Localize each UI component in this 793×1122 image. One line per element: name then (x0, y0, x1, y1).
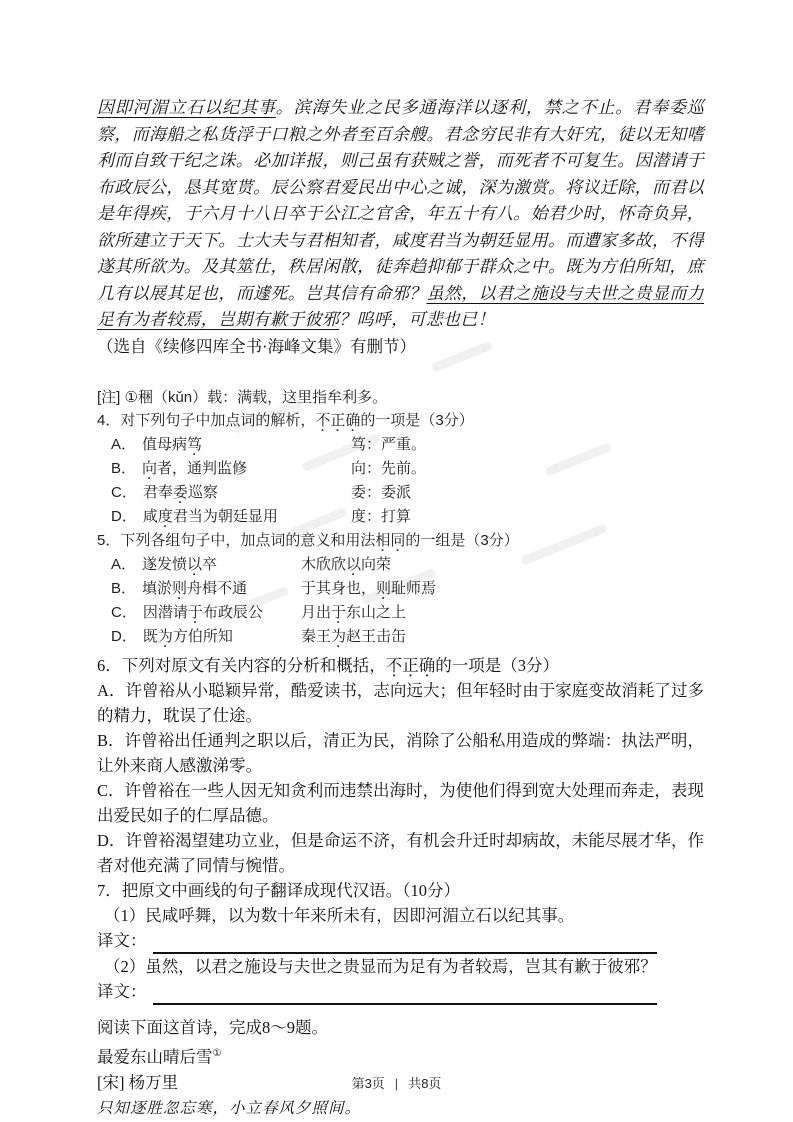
q5-option (97, 625, 704, 649)
question-4-stem: 4．对下列句子中加点词的解析，不正确的一项是（3分） (97, 409, 704, 433)
option-label: B． (111, 579, 137, 597)
passage-segment: 。滨海失业之民多通海洋以逐利，禁之不止。君奉委巡察，而海船之私货浮于口粮之外者至百余艘。君念穷民非有大奸宄，徒以无知嗜利而自致干纪之诛。必加详报，则己虽有获贼之誉，而死者不可复生。因潜请于布政辰公，恳其宽贳。辰公察君爱民出中心之诚，深为激赏。将议迁除，而君以是年得疾，于六月十八日卒于公江之官舍，年五十有八。始君少时，怀奇负异，欲所建立于天下。士大夫与君相知者，咸度君当为朝廷显用。而遭家多故，不得遂其所欲为。及其筮仕，秩居闲散，徒奔趋抑郁于群众之中。既为方伯所知，庶几有以展其足也，而遽死。岂其信有命邪？ (97, 98, 705, 303)
question-7 (97, 878, 704, 1005)
translation-label: 译文： (97, 930, 147, 950)
emphasis-dot-char: 向 (142, 459, 158, 477)
question-5-stem: 5．下列各组句子中，加点词的意义和用法相同的一组是（3分） (97, 529, 704, 553)
exam-page-content (97, 95, 704, 1122)
option-gloss: 委：委派 (351, 483, 412, 501)
option-phrase: 君奉委巡察 (143, 484, 218, 501)
option-label: C． (111, 603, 137, 621)
translation-answer-row (97, 928, 657, 954)
option-phrase: 咸度君当为朝廷显用 (143, 508, 278, 525)
emphasis-dot-char: 以 (187, 555, 203, 573)
footer-total-pages: 共8页 (408, 1076, 442, 1091)
page-footer (0, 1073, 793, 1092)
poem-title-note-marker: ① (212, 1047, 222, 1059)
q5-option (97, 601, 704, 625)
emphasis-dot-char: 正 (330, 411, 346, 429)
emphasis-dot-char: 为 (331, 627, 347, 645)
passage-text (97, 98, 704, 329)
q4-option (97, 433, 704, 457)
option-phrase: 向者，通判监修 (142, 460, 247, 477)
option-right-phrase: 于其身也，则耻师焉 (301, 577, 436, 601)
option-label: A． (111, 555, 137, 573)
emphasis-dot-char: 则 (376, 579, 392, 597)
poem-author: [宋] 杨万里 (97, 1073, 179, 1092)
emphasis-dot-char: 则 (172, 579, 188, 597)
emphasis-dot-char: 确 (345, 411, 361, 429)
option-gloss: 笃：严重。 (351, 435, 427, 453)
option-right-phrase: 秦王为赵王击缶 (301, 625, 406, 649)
passage-underlined-segment: 虽然，以君之施设与夫世之贵显而力足有为者较焉，岂期有歉于彼邪 (97, 283, 704, 329)
option-phrase: 值母病笃 (142, 436, 202, 453)
emphasis-dot-char: 度 (157, 507, 173, 525)
option-left-phrase: 既为方伯所知 (143, 628, 233, 645)
emphasis-dot-char: 不 (385, 655, 403, 675)
option-gloss: 向：先前。 (351, 459, 427, 477)
question-6-stem: 6．下列对原文有关内容的分析和概括，不正确的一项是（3分） (97, 653, 704, 678)
classical-passage (97, 95, 704, 334)
option-label: B． (111, 459, 137, 477)
option-left-phrase: 因潜请于布政辰公 (143, 604, 263, 621)
poem-line: 只知逐胜忽忘寒，小立春风夕照间。 (97, 1100, 362, 1117)
question-7-items (97, 903, 704, 1005)
q7-sentence: （1）民咸呼舞，以为数十年来所未有，因即河湄立石以纪其事。 (104, 905, 575, 925)
translation-answer-row (97, 979, 657, 1005)
passage-source: （选自《续修四库全书·海峰文集》有删节） (97, 336, 416, 356)
footer-page-number: 第3页 (351, 1076, 385, 1091)
emphasis-dot-char: 以 (346, 555, 362, 573)
question-7-stem: 7．把原文中画线的句子翻译成现代汉语。（10分） (97, 880, 460, 900)
option-right-phrase: 月出于东山之上 (301, 601, 406, 625)
q6-option: D．许曾裕渴望建功立业，但是命运不济，有机会升迁时却病故，未能尽展才华，作者对他充满了同情与惋惜。 (97, 830, 704, 875)
passage-underlined-segment: 因即河湄立石以纪其事 (97, 98, 276, 117)
answer-blank-line (153, 932, 658, 954)
question-5-options (97, 553, 704, 649)
emphasis-dot-char: 委 (172, 483, 188, 501)
option-label: A． (111, 435, 137, 453)
emphasis-dot-char: 为 (157, 627, 173, 645)
passage-note: [注] ①稇（kǔn）载：满载，这里指牟利多。 (97, 388, 388, 406)
question-4-options (97, 433, 704, 529)
passage-segment: ？呜呼，可悲也已！ (339, 310, 495, 329)
q6-option: C．许曾裕在一些人因无知贪利而违禁出海时，为使他们得到宽大处理而奔走，表现出爱民如子的仁厚品德。 (97, 780, 704, 825)
emphasis-dot-char: 正 (402, 655, 419, 675)
q5-option (97, 553, 704, 577)
q4-option (97, 505, 704, 529)
option-right-phrase: 木欣欣以向荣 (301, 553, 391, 577)
translation-label: 译文： (97, 981, 147, 1001)
emphasis-dot-char: 于 (331, 603, 347, 621)
question-6-options (97, 678, 704, 878)
question-6 (97, 653, 704, 878)
emphasis-dot-char: 同 (390, 531, 406, 549)
q4-option (97, 457, 704, 481)
q6-option: B．许曾裕出任通判之职以后，清正为民，消除了公船私用造成的弊端：执法严明，让外来商人感激涕零。 (97, 730, 704, 775)
question-5 (97, 529, 704, 649)
poem-title: 最爱东山晴后雪① (97, 1047, 222, 1066)
poem-section (97, 1015, 704, 1122)
option-label: D． (111, 627, 137, 645)
q4-option (97, 481, 704, 505)
answer-blank-line (153, 983, 658, 1005)
option-left-phrase: 填淤则舟楫不通 (142, 580, 247, 597)
q5-option (97, 577, 704, 601)
q6-option: A．许曾裕从小聪颖异常，酷爱读书，志向远大；但年轻时由于家庭变故消耗了过多的精力，耽误了仕途。 (97, 680, 704, 725)
emphasis-dot-char: 确 (418, 655, 436, 675)
emphasis-dot-char: 不 (315, 411, 331, 429)
option-label: C． (111, 483, 137, 501)
option-gloss: 度：打算 (351, 507, 412, 525)
poem-intro: 阅读下面这首诗，完成8～9题。 (97, 1017, 328, 1037)
option-left-phrase: 遂发愤以卒 (142, 556, 217, 573)
emphasis-dot-char: 笃 (187, 435, 203, 453)
question-4 (97, 409, 704, 529)
q7-sentence: （2）虽然，以君之施设与夫世之贵显而为足有为者较焉，岂其有歉于彼邪？ (104, 956, 657, 976)
emphasis-dot-char: 相 (375, 531, 391, 549)
footer-separator: | (394, 1076, 399, 1091)
emphasis-dot-char: 于 (187, 603, 203, 621)
option-label: D． (111, 507, 137, 525)
